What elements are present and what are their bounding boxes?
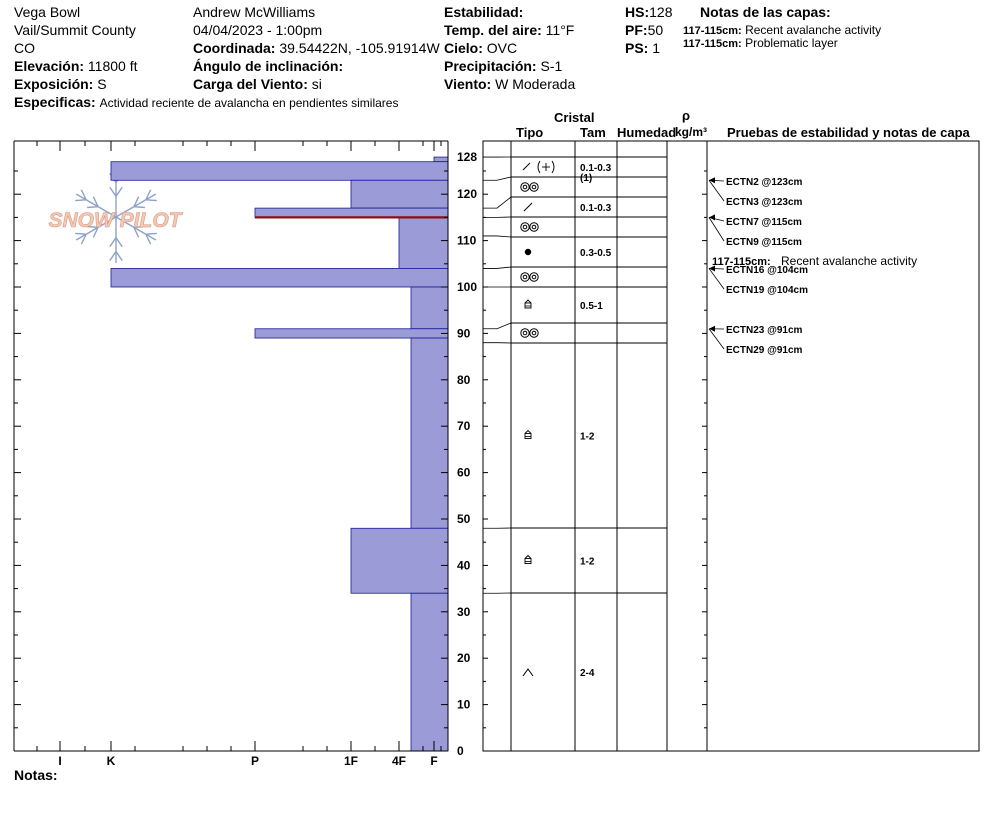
rounded-grain-icon: [525, 249, 531, 255]
melt-freeze-icon: [532, 185, 536, 189]
hardness-tick-label: 4F: [391, 754, 407, 768]
hardness-bar: [411, 593, 448, 751]
faceted-crystal-icon: [525, 300, 531, 303]
grain-size-label: 1-2: [580, 556, 595, 568]
aspect-label: Exposición:: [14, 76, 94, 92]
faceted-crystal-icon: [525, 559, 531, 564]
stability-test-label: ECTN23 @91cm: [726, 325, 803, 336]
hardness-axis: [37, 141, 441, 768]
hardness-plot-frame: [14, 141, 448, 751]
layer-notes-title: Notas de las capas:: [700, 4, 831, 20]
grain-size-label: 0.1-0.3: [580, 163, 612, 174]
height-tick-label: 90: [457, 326, 471, 341]
stability-label: Estabilidad:: [444, 4, 524, 20]
grain-size-label: 0.5-1: [580, 301, 603, 312]
hardness-tick-label: K: [106, 754, 116, 768]
aspect-value: S: [97, 76, 107, 92]
melt-freeze-icon: [521, 273, 529, 281]
hardness-bar: [434, 157, 448, 162]
stability-test-label: ECTN2 @123cm: [726, 177, 803, 188]
elevation-value: 11800 ft: [87, 58, 138, 74]
stability-test-label: ECTN7 @115cm: [726, 217, 802, 228]
arrow-icon: [709, 326, 715, 332]
stability-test-label: ECTN9 @115cm: [726, 237, 802, 248]
snowflake-branch: [146, 233, 157, 234]
precip-value: S-1: [540, 58, 563, 74]
melt-freeze-icon: [532, 225, 536, 229]
snowflake-branch: [110, 252, 116, 261]
paren-glyph: [552, 161, 554, 173]
snowflake-branch: [110, 187, 116, 196]
specifics-label: Especificas:: [14, 94, 96, 110]
paren-glyph: [538, 161, 540, 173]
wind-load-value: si: [311, 76, 322, 92]
grain-size-label: 0.1-0.3: [580, 203, 612, 214]
height-axis: [457, 150, 477, 758]
melt-freeze-icon: [521, 183, 529, 191]
height-tick-label: 40: [457, 558, 471, 573]
air-temp-value: 11°F: [545, 22, 575, 38]
height-tick-label: 30: [457, 604, 471, 619]
observer-name: Andrew McWilliams: [193, 4, 316, 20]
stability-test-label: ECTN16 @104cm: [726, 265, 809, 276]
depth-hoar-icon: [523, 669, 533, 676]
snowflake-branch: [146, 200, 157, 201]
snowflake-branch: [87, 207, 98, 208]
layer-note-2-range: 117-115cm:: [683, 38, 742, 50]
column-crystal: Cristal: [554, 110, 595, 125]
specifics-value: Actividad reciente de avalancha en pendientes similares: [99, 96, 399, 110]
wind-load-label: Carga del Viento:: [193, 76, 308, 92]
grain-size-label: 2-4: [580, 668, 595, 679]
height-tick-label: 60: [457, 465, 471, 480]
melt-freeze-icon: [530, 273, 538, 281]
layer-note-1-range: 117-115cm:: [683, 25, 742, 37]
hardness-bar: [351, 528, 448, 593]
melt-freeze-icon: [523, 331, 527, 335]
melt-freeze-icon: [532, 331, 536, 335]
wind-label: Viento:: [444, 76, 492, 92]
sky-value: OVC: [486, 40, 518, 56]
hardness-bar: [111, 162, 448, 181]
melt-freeze-icon: [523, 185, 527, 189]
column-rho: ρ: [682, 108, 691, 123]
layer-connector: [483, 267, 511, 268]
stability-test-label: ECTN3 @123cm: [726, 197, 803, 208]
hardness-bar: [399, 217, 448, 268]
column-tests: Pruebas de estabilidad y notas de capa: [727, 125, 970, 140]
layer-note-text: Recent avalanche activity: [781, 254, 918, 268]
elevation-label: Elevación:: [14, 58, 85, 74]
height-tick-label: 120: [457, 187, 478, 202]
melt-freeze-icon: [521, 329, 529, 337]
wind-value: W Moderada: [495, 76, 576, 92]
height-tick-label: 80: [457, 372, 471, 387]
arrow-icon: [709, 177, 715, 183]
layer-note-range: 117-115cm:: [712, 256, 771, 268]
ps-value: 1: [652, 40, 661, 56]
melt-freeze-icon: [530, 183, 538, 191]
height-tick-label: 110: [457, 233, 477, 248]
layer-note-2-text: Problematic layer: [745, 36, 838, 50]
slope-angle-label: Ángulo de inclinación:: [193, 58, 344, 74]
height-tick-label: 128: [457, 150, 478, 165]
snowflake-branch: [110, 238, 116, 247]
layer-connector: [483, 236, 511, 237]
column-moisture: Humedad: [617, 125, 677, 140]
faceted-crystal-icon: [525, 434, 531, 439]
hardness-bar: [111, 268, 448, 287]
test-leader-line: [709, 217, 724, 241]
snowpilot-logo: [49, 171, 184, 263]
location-name: Vega Bowl: [14, 4, 81, 20]
hardness-bar: [255, 208, 448, 217]
height-tick-label: 0: [457, 744, 464, 758]
column-density-unit: kg/m³: [675, 125, 708, 139]
height-tick-label: 50: [457, 512, 471, 526]
hardness-tick-label: 1F: [343, 754, 359, 768]
melt-freeze-icon: [523, 225, 527, 229]
melt-freeze-icon: [523, 275, 527, 279]
grain-table-frame: [483, 141, 979, 751]
faceted-crystal-icon: [525, 556, 531, 559]
grain-size-label: 1-2: [580, 431, 595, 443]
layer-connector: [483, 323, 511, 329]
pf-value: 50: [647, 22, 664, 38]
snowflake-branch: [75, 233, 86, 234]
air-temp-label: Temp. del aire:: [444, 22, 542, 38]
notes-label: Notas:: [14, 767, 58, 783]
layer-connector: [483, 197, 511, 208]
precip-particle-icon: [523, 163, 530, 170]
logo-text: SNOW PILOT: [48, 209, 182, 232]
height-tick-label: 20: [457, 651, 471, 666]
ps-label: PS:: [625, 40, 649, 56]
layer-connector: [483, 177, 511, 180]
height-tick-label: 100: [457, 280, 478, 294]
grain-table: [483, 141, 979, 751]
faceted-crystal-icon: [525, 431, 531, 434]
hardness-tick-label: P: [250, 754, 260, 768]
melt-freeze-icon: [532, 275, 536, 279]
snowflake-branch: [134, 207, 145, 208]
observation-datetime: 04/04/2023 - 1:00pm: [193, 22, 323, 38]
hardness-bar: [411, 287, 448, 329]
height-tick-label: 70: [457, 419, 471, 434]
snowflake-branch: [116, 252, 122, 261]
grain-size-label: 0.3-0.5: [580, 248, 612, 259]
column-type: Tipo: [516, 125, 544, 140]
hardness-tick-label: F: [430, 754, 438, 768]
column-size: Tam: [580, 125, 606, 140]
snowflake-branch: [75, 200, 86, 201]
hardness-bars: [111, 157, 448, 751]
hardness-bar: [351, 180, 448, 208]
stability-test-label: ECTN19 @104cm: [726, 285, 809, 296]
melt-freeze-icon: [530, 223, 538, 231]
melt-freeze-icon: [530, 329, 538, 337]
test-leader-line: [709, 268, 724, 289]
faceted-crystal-icon: [525, 303, 531, 308]
hardness-tick-label: I: [58, 754, 62, 768]
snowflake-branch: [116, 238, 122, 247]
melt-freeze-icon: [521, 223, 529, 231]
pf-label: PF:: [625, 22, 648, 38]
state-name: CO: [14, 40, 35, 56]
coordinate-label: Coordinada:: [193, 40, 276, 56]
test-leader-line: [709, 180, 724, 201]
coordinate-value: 39.54422N, -105.91914W: [279, 40, 440, 56]
hardness-bar: [411, 338, 448, 528]
layer-note-1-text: Recent avalanche activity: [745, 23, 882, 37]
sky-label: Cielo:: [444, 40, 483, 56]
precip-label: Precipitación:: [444, 58, 537, 74]
hs-label: HS:: [625, 4, 650, 20]
test-leader-line: [709, 329, 724, 349]
stability-test-label: ECTN29 @91cm: [726, 345, 803, 356]
precip-particle-icon: [524, 203, 532, 211]
area-name: Vail/Summit County: [14, 22, 136, 38]
stability-tests: [709, 177, 917, 356]
hardness-bar: [255, 329, 448, 338]
grain-size-extra: (1): [580, 173, 593, 184]
hs-value: 128: [649, 4, 673, 20]
snowflake-branch: [116, 187, 122, 196]
height-tick-label: 10: [457, 697, 471, 712]
